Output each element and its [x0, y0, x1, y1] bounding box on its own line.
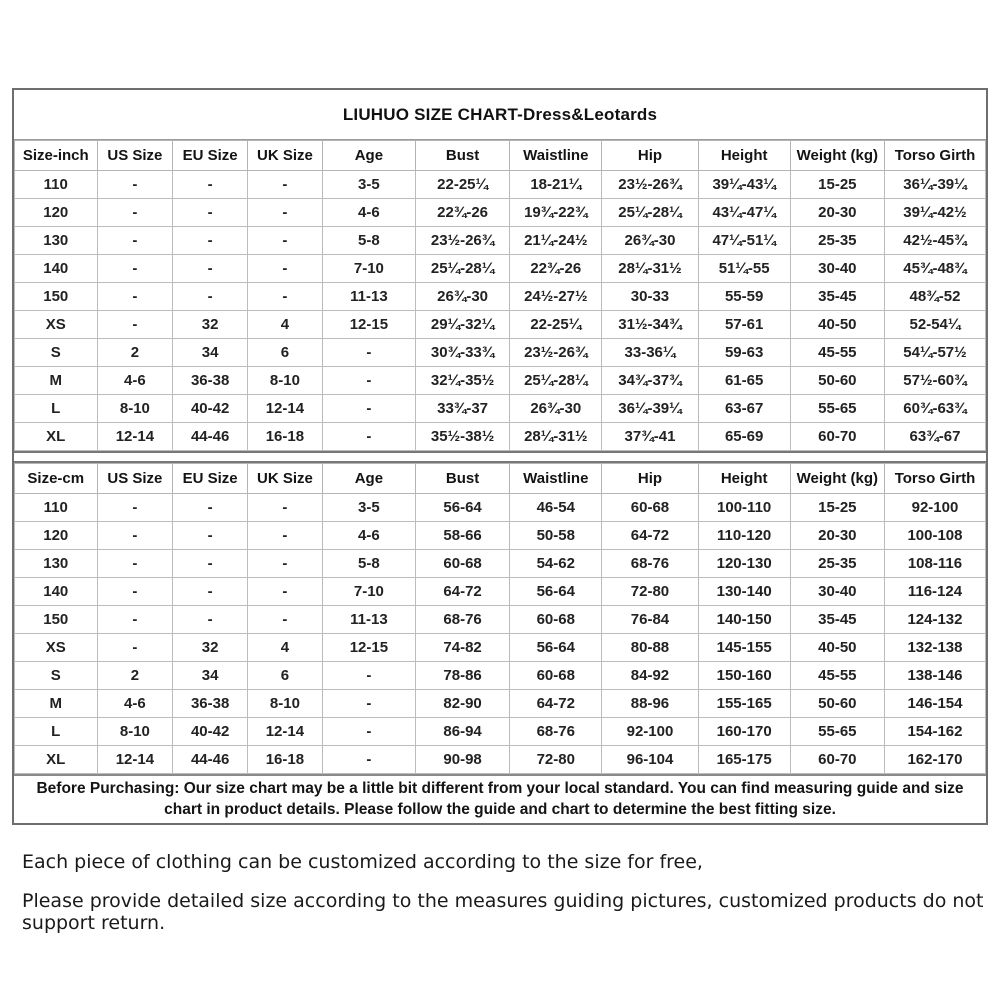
table-cell: -	[173, 199, 248, 227]
table-cell: 60-68	[602, 494, 698, 522]
table-cell: -	[97, 227, 173, 255]
table-cell: 4-6	[322, 522, 415, 550]
table-cell: 7-10	[322, 578, 415, 606]
table-cell: 56-64	[510, 578, 602, 606]
table-cell: 146-154	[884, 690, 985, 718]
table-cell: 11-13	[322, 606, 415, 634]
table-cell: 36-38	[173, 690, 248, 718]
table-cell: -	[248, 606, 323, 634]
table-cell: -	[248, 255, 323, 283]
table-cell: 63-67	[698, 395, 790, 423]
table-cell: 130	[15, 227, 98, 255]
table-cell: -	[248, 522, 323, 550]
chart-title: LIUHUO SIZE CHART-Dress&Leotards	[14, 90, 986, 140]
table-cell: -	[248, 283, 323, 311]
table-cell: 15-25	[790, 494, 884, 522]
table-cell: XS	[15, 311, 98, 339]
table-divider	[14, 451, 986, 463]
table-cell: 30¾-33¾	[416, 339, 510, 367]
table-cell: XL	[15, 746, 98, 774]
table-cell: S	[15, 339, 98, 367]
table-cell: 23½-26¾	[602, 171, 698, 199]
table-cell: 132-138	[884, 634, 985, 662]
table-cell: -	[248, 550, 323, 578]
table-cell: 45-55	[790, 662, 884, 690]
table-cell: 100-110	[698, 494, 790, 522]
table-cell: 28¼-31½	[510, 423, 602, 451]
table-cell: -	[97, 255, 173, 283]
table-cell: 68-76	[602, 550, 698, 578]
table-cell: 39¼-43¼	[698, 171, 790, 199]
table-cell: 54-62	[510, 550, 602, 578]
table-cell: -	[248, 227, 323, 255]
table-cell: 60-70	[790, 746, 884, 774]
table-row	[15, 171, 986, 199]
table-cell: 22¾-26	[510, 255, 602, 283]
table-cell: -	[97, 522, 173, 550]
table-cell: 42½-45¾	[884, 227, 985, 255]
table-cell: 8-10	[97, 718, 173, 746]
table-cell: 110-120	[698, 522, 790, 550]
table-cell: 80-88	[602, 634, 698, 662]
column-header: Hip	[602, 464, 698, 494]
table-cell: 25-35	[790, 550, 884, 578]
table-cell: 120	[15, 522, 98, 550]
table-cell: L	[15, 718, 98, 746]
table-cell: -	[97, 171, 173, 199]
table-cell: -	[322, 690, 415, 718]
table-cell: -	[173, 283, 248, 311]
table-cell: 60-68	[510, 662, 602, 690]
table-cell: 12-15	[322, 634, 415, 662]
table-cell: -	[97, 634, 173, 662]
table-cell: -	[97, 494, 173, 522]
table-cell: 11-13	[322, 283, 415, 311]
table-cell: 130	[15, 550, 98, 578]
table-row	[15, 634, 986, 662]
table-cell: 34	[173, 662, 248, 690]
table-cell: 31½-34¾	[602, 311, 698, 339]
table-cell: 64-72	[602, 522, 698, 550]
table-cell: 57-61	[698, 311, 790, 339]
table-cell: -	[173, 255, 248, 283]
table-cell: 48¾-52	[884, 283, 985, 311]
column-header: Waistline	[510, 141, 602, 171]
table-cell: 68-76	[510, 718, 602, 746]
table-cell: 2	[97, 339, 173, 367]
table-cell: 72-80	[602, 578, 698, 606]
header-row	[15, 464, 986, 494]
column-header: Weight (kg)	[790, 464, 884, 494]
table-cell: 138-146	[884, 662, 985, 690]
table-cell: L	[15, 395, 98, 423]
column-header: Height	[698, 464, 790, 494]
table-cell: 40-50	[790, 634, 884, 662]
table-cell: 82-90	[416, 690, 510, 718]
table-cell: 22¾-26	[416, 199, 510, 227]
table-cell: 40-42	[173, 395, 248, 423]
table-row	[15, 550, 986, 578]
table-cell: -	[322, 718, 415, 746]
table-cell: 35½-38½	[416, 423, 510, 451]
table-cell: 34	[173, 339, 248, 367]
table-cell: 61-65	[698, 367, 790, 395]
table-cell: 21¼-24½	[510, 227, 602, 255]
table-cell: 40-42	[173, 718, 248, 746]
table-cell: 150	[15, 283, 98, 311]
column-header: Torso Girth	[884, 141, 985, 171]
purchase-note: Before Purchasing: Our size chart may be a little bit different from your local standard. You can find measuring guide and size chart in product details. Please follow the guide and chart to determine the best fitting size.	[14, 774, 986, 823]
table-cell: 6	[248, 662, 323, 690]
table-cell: 4	[248, 311, 323, 339]
table-cell: 20-30	[790, 199, 884, 227]
table-cell: 56-64	[510, 634, 602, 662]
table-cell: -	[322, 367, 415, 395]
table-cell: XL	[15, 423, 98, 451]
table-cell: 24½-27½	[510, 283, 602, 311]
table-cell: 110	[15, 494, 98, 522]
table-cell: 5-8	[322, 227, 415, 255]
column-header: EU Size	[173, 141, 248, 171]
table-row	[15, 606, 986, 634]
table-cell: 90-98	[416, 746, 510, 774]
table-cell: 165-175	[698, 746, 790, 774]
table-row	[15, 395, 986, 423]
column-header: Torso Girth	[884, 464, 985, 494]
table-cell: 4-6	[97, 690, 173, 718]
table-cell: 4	[248, 634, 323, 662]
table-cell: -	[97, 550, 173, 578]
table-cell: 63¾-67	[884, 423, 985, 451]
table-cell: -	[322, 423, 415, 451]
table-cell: 72-80	[510, 746, 602, 774]
table-cell: 59-63	[698, 339, 790, 367]
table-row	[15, 423, 986, 451]
size-table-cm	[14, 463, 986, 774]
table-cell: 60-68	[510, 606, 602, 634]
customization-note-line-1: Each piece of clothing can be customized according to the size for free,	[22, 851, 703, 873]
table-cell: 35-45	[790, 283, 884, 311]
table-cell: 36¼-39¼	[884, 171, 985, 199]
column-header: US Size	[97, 464, 173, 494]
column-header: Size-cm	[15, 464, 98, 494]
table-cell: 26¾-30	[416, 283, 510, 311]
table-row	[15, 311, 986, 339]
table-cell: 40-50	[790, 311, 884, 339]
table-cell: -	[322, 339, 415, 367]
table-cell: 116-124	[884, 578, 985, 606]
table-cell: 100-108	[884, 522, 985, 550]
table-cell: 12-14	[248, 395, 323, 423]
table-cell: -	[97, 283, 173, 311]
table-cell: S	[15, 662, 98, 690]
table-row	[15, 578, 986, 606]
table-row	[15, 718, 986, 746]
header-row	[15, 141, 986, 171]
table-cell: 25-35	[790, 227, 884, 255]
table-cell: 23½-26¾	[416, 227, 510, 255]
table-cell: 30-40	[790, 255, 884, 283]
column-header: Age	[322, 464, 415, 494]
table-cell: 44-46	[173, 423, 248, 451]
table-cell: -	[97, 606, 173, 634]
table-row	[15, 255, 986, 283]
table-cell: 160-170	[698, 718, 790, 746]
table-row	[15, 690, 986, 718]
table-cell: -	[322, 746, 415, 774]
table-cell: 36-38	[173, 367, 248, 395]
table-row	[15, 283, 986, 311]
table-row	[15, 227, 986, 255]
table-cell: 108-116	[884, 550, 985, 578]
table-cell: 150-160	[698, 662, 790, 690]
table-row	[15, 522, 986, 550]
table-cell: 12-14	[97, 423, 173, 451]
table-cell: 84-92	[602, 662, 698, 690]
table-cell: 154-162	[884, 718, 985, 746]
table-cell: 30-33	[602, 283, 698, 311]
table-cell: 140	[15, 578, 98, 606]
table-cell: -	[97, 311, 173, 339]
table-cell: 45¾-48¾	[884, 255, 985, 283]
table-cell: -	[173, 578, 248, 606]
table-cell: 96-104	[602, 746, 698, 774]
size-table-inch	[14, 140, 986, 451]
table-cell: 18-21¼	[510, 171, 602, 199]
table-cell: M	[15, 367, 98, 395]
column-header: Size-inch	[15, 141, 98, 171]
table-cell: 26¾-30	[602, 227, 698, 255]
table-cell: 60¾-63¾	[884, 395, 985, 423]
table-cell: 33¾-37	[416, 395, 510, 423]
table-cell: 140-150	[698, 606, 790, 634]
table-cell: 120-130	[698, 550, 790, 578]
table-cell: 4-6	[97, 367, 173, 395]
table-cell: 120	[15, 199, 98, 227]
column-header: Age	[322, 141, 415, 171]
table-cell: -	[173, 227, 248, 255]
table-cell: 22-25¼	[510, 311, 602, 339]
table-cell: 12-14	[97, 746, 173, 774]
table-cell: -	[322, 662, 415, 690]
table-cell: 45-55	[790, 339, 884, 367]
table-cell: 55-59	[698, 283, 790, 311]
table-cell: 47¼-51¼	[698, 227, 790, 255]
table-cell: 110	[15, 171, 98, 199]
table-cell: 150	[15, 606, 98, 634]
table-row	[15, 494, 986, 522]
table-cell: 3-5	[322, 494, 415, 522]
table-cell: -	[173, 606, 248, 634]
table-cell: 2	[97, 662, 173, 690]
table-cell: 28¼-31½	[602, 255, 698, 283]
column-header: EU Size	[173, 464, 248, 494]
table-cell: 22-25¼	[416, 171, 510, 199]
table-cell: 68-76	[416, 606, 510, 634]
table-cell: -	[173, 550, 248, 578]
table-cell: 26¾-30	[510, 395, 602, 423]
table-cell: 32	[173, 311, 248, 339]
column-header: Bust	[416, 141, 510, 171]
table-cell: 34¾-37¾	[602, 367, 698, 395]
table-cell: 35-45	[790, 606, 884, 634]
customization-note-line-2: Please provide detailed size according to the measures guiding pictures, customized products do not support return.	[22, 890, 984, 934]
table-cell: 5-8	[322, 550, 415, 578]
table-cell: 46-54	[510, 494, 602, 522]
table-cell: 12-14	[248, 718, 323, 746]
table-cell: 60-70	[790, 423, 884, 451]
table-cell: 8-10	[248, 690, 323, 718]
table-cell: 162-170	[884, 746, 985, 774]
table-cell: 32	[173, 634, 248, 662]
table-cell: 64-72	[416, 578, 510, 606]
column-header: Waistline	[510, 464, 602, 494]
table-cell: 29¼-32¼	[416, 311, 510, 339]
table-cell: 145-155	[698, 634, 790, 662]
table-cell: -	[248, 171, 323, 199]
table-cell: 36¼-39¼	[602, 395, 698, 423]
table-cell: 20-30	[790, 522, 884, 550]
table-cell: 25¼-28¼	[510, 367, 602, 395]
table-row	[15, 746, 986, 774]
column-header: US Size	[97, 141, 173, 171]
table-cell: 78-86	[416, 662, 510, 690]
table-cell: -	[322, 395, 415, 423]
table-cell: 56-64	[416, 494, 510, 522]
table-cell: 140	[15, 255, 98, 283]
table-cell: 3-5	[322, 171, 415, 199]
table-cell: -	[97, 199, 173, 227]
column-header: UK Size	[248, 464, 323, 494]
table-cell: 8-10	[97, 395, 173, 423]
table-cell: 124-132	[884, 606, 985, 634]
table-cell: 50-58	[510, 522, 602, 550]
table-row	[15, 339, 986, 367]
table-cell: 32¼-35½	[416, 367, 510, 395]
column-header: Bust	[416, 464, 510, 494]
table-cell: 64-72	[510, 690, 602, 718]
table-cell: 54¼-57½	[884, 339, 985, 367]
table-cell: 60-68	[416, 550, 510, 578]
column-header: Height	[698, 141, 790, 171]
table-cell: 155-165	[698, 690, 790, 718]
table-cell: -	[248, 494, 323, 522]
table-cell: 55-65	[790, 395, 884, 423]
table-row	[15, 662, 986, 690]
table-cell: 50-60	[790, 367, 884, 395]
table-cell: M	[15, 690, 98, 718]
table-cell: 16-18	[248, 746, 323, 774]
table-cell: 92-100	[602, 718, 698, 746]
size-chart-panel	[12, 88, 988, 825]
table-cell: 37¾-41	[602, 423, 698, 451]
table-cell: 23½-26¾	[510, 339, 602, 367]
table-cell: 58-66	[416, 522, 510, 550]
table-cell: 57½-60¾	[884, 367, 985, 395]
table-cell: 25¼-28¼	[602, 199, 698, 227]
table-cell: -	[248, 578, 323, 606]
table-cell: 55-65	[790, 718, 884, 746]
table-cell: 43¼-47¼	[698, 199, 790, 227]
table-cell: 6	[248, 339, 323, 367]
column-header: UK Size	[248, 141, 323, 171]
table-row	[15, 199, 986, 227]
table-cell: 130-140	[698, 578, 790, 606]
column-header: Hip	[602, 141, 698, 171]
table-cell: -	[173, 494, 248, 522]
table-cell: 12-15	[322, 311, 415, 339]
table-cell: 7-10	[322, 255, 415, 283]
table-cell: 50-60	[790, 690, 884, 718]
table-cell: 33-36¼	[602, 339, 698, 367]
table-cell: 52-54¼	[884, 311, 985, 339]
table-cell: 25¼-28¼	[416, 255, 510, 283]
table-cell: 86-94	[416, 718, 510, 746]
table-cell: 8-10	[248, 367, 323, 395]
table-cell: -	[173, 171, 248, 199]
table-cell: 30-40	[790, 578, 884, 606]
table-cell: 16-18	[248, 423, 323, 451]
table-row	[15, 367, 986, 395]
table-cell: 88-96	[602, 690, 698, 718]
table-cell: 19¾-22¾	[510, 199, 602, 227]
table-cell: 44-46	[173, 746, 248, 774]
table-cell: -	[97, 578, 173, 606]
table-cell: 92-100	[884, 494, 985, 522]
table-cell: 39¼-42½	[884, 199, 985, 227]
table-cell: 15-25	[790, 171, 884, 199]
table-cell: 4-6	[322, 199, 415, 227]
column-header: Weight (kg)	[790, 141, 884, 171]
table-cell: -	[173, 522, 248, 550]
table-cell: 76-84	[602, 606, 698, 634]
table-cell: XS	[15, 634, 98, 662]
table-cell: -	[248, 199, 323, 227]
table-cell: 74-82	[416, 634, 510, 662]
table-cell: 51¼-55	[698, 255, 790, 283]
table-cell: 65-69	[698, 423, 790, 451]
